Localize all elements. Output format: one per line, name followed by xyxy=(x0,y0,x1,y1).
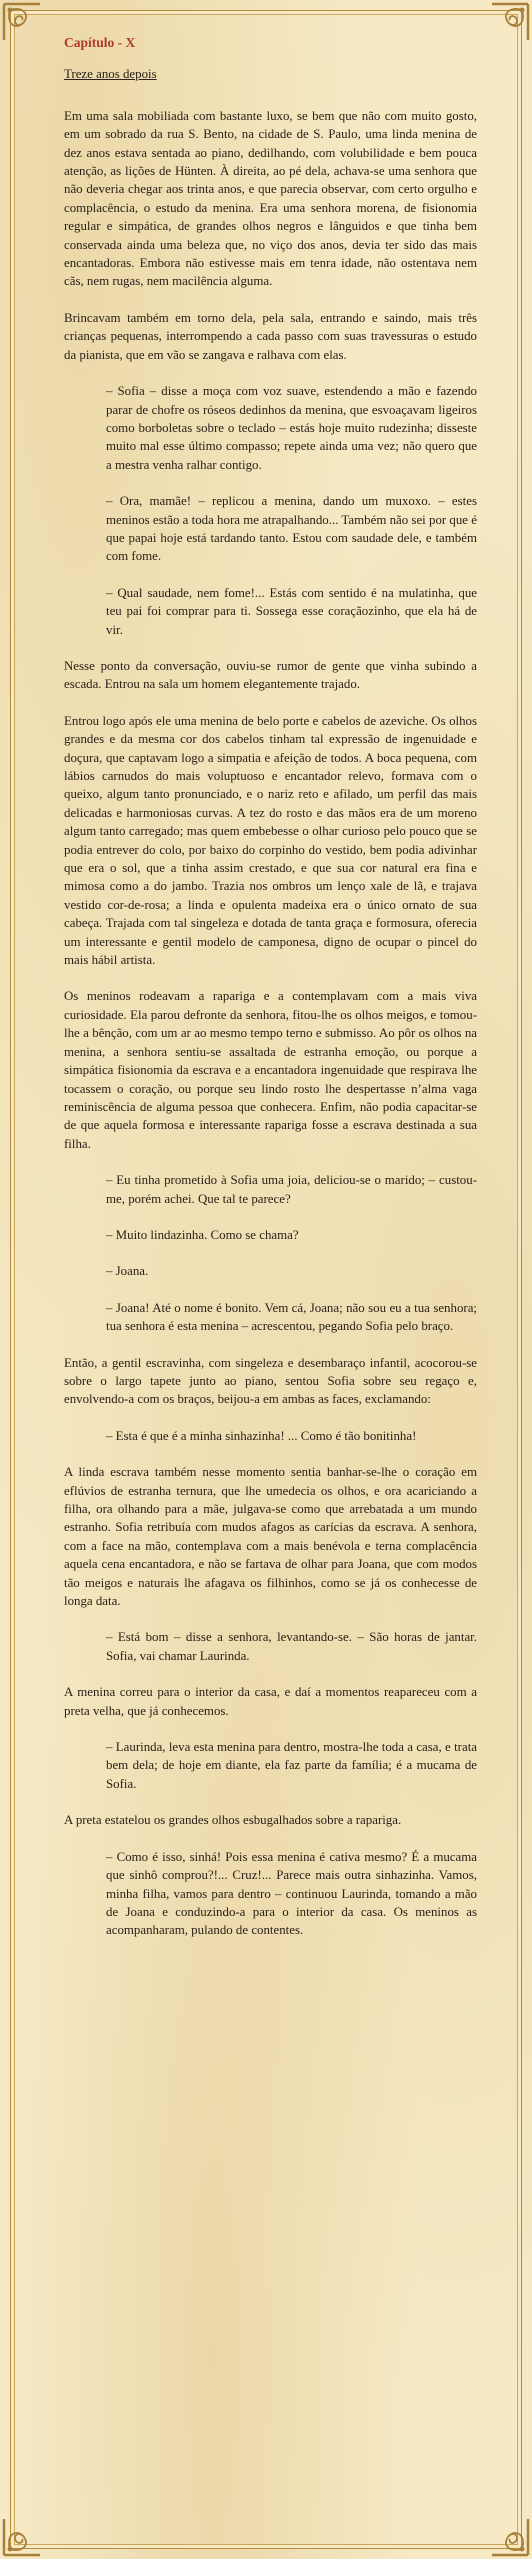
paragraph: Brincavam também em torno dela, pela sala, entrando e saindo, mais três crianças pequenas, interrompendo a cada passo com suas travessuras o estudo da pianista, que em vão se zangava e ralhava com elas. xyxy=(64,310,477,362)
dialogue-paragraph: – Esta é que é a minha sinhazinha! ... Como é tão bonitinha! xyxy=(106,1428,417,1443)
dialogue-paragraph: – Como é isso, sinhá! Pois essa menina é cativa mesmo? É a mucama que sinhô comprou?!... Cruz!... Parece mais outra sinhazinha. Vamos, minha filha, vamos para dentro – continuou Laurinda, tomando a mão de Joana e conduzindo-a para o interior da casa. Os meninos as acompanharam, pulando de contentes. xyxy=(106,1849,477,1938)
paragraph: Entrou logo após ele uma menina de belo porte e cabelos de azeviche. Os olhos grandes e da mesma cor dos cabelos tinham tal expressão de ingenuidade e doçura, que captavam logo a simpatia e afeição de todos. A boca pequena, com lábios carnudos do mais voluptuoso e encantador relevo, formava com o queixo, algum tanto pronunciado, e o nariz reto e afilado, um perfil das mais delicadas e harmoniosas curvas. A tez do rosto e das mãos era de um moreno algum tanto carregado; mas quem embebesse o olhar curioso pelo pouco que se podia entrever do colo, por baixo do corpinho do vestido, bem podia adivinhar que era o sol, que a tinha assim crestado, e que sua cor natural era fina e mimosa como a do jambo. Trazia nos ombros um lenço xale de lã, e trajava vestido cor-de-rosa; a linda e opulenta madeixa era o único ornato de sua cabeça. Trajada com tal singeleza e dotada de tanta graça e formosura, oferecia um interessante e gentil modelo de camponesa, digno de ocupar o pincel do mais hábil artista. xyxy=(64,713,477,968)
paragraph: A menina correu para o interior da casa, e daí a momentos reapareceu com a preta velha, que já conhecemos. xyxy=(64,1685,477,1718)
corner-ornament-icon xyxy=(478,0,532,54)
dialogue-paragraph: – Muito lindazinha. Como se chama? xyxy=(106,1227,299,1242)
chapter-title: Capítulo - X xyxy=(64,35,136,50)
dialogue-paragraph: – Qual saudade, nem fome!... Estás com sentido é na mulatinha, que teu pai foi comprar para ti. Sossega esse coraçãozinho, que ela há de vir. xyxy=(106,585,477,637)
corner-ornament-icon xyxy=(0,2505,54,2559)
dialogue-paragraph: – Está bom – disse a senhora, levantando-se. – São horas de jantar. Sofia, vai chamar Laurinda. xyxy=(106,1630,477,1663)
chapter-content xyxy=(64,34,477,1958)
paragraph: Os meninos rodeavam a rapariga e a contemplavam com a mais viva curiosidade. Ela parou defronte da senhora, fitou-lhe os olhos meigos, e tomou-lhe a bênção, com um ar ao mesmo tempo terno e submisso. Ao pôr os olhos na menina, a senhora sentiu-se assaltada de estranha emoção, ou porque a simpática fisionomia da escrava e a encantadora ingenuidade que respirava lhe tocassem o coração, ou porque seu lindo rosto lhe despertasse n’alma vaga reminiscência de alguma pessoa que conhecera. Enfim, não podia capacitar-se de que aquela formosa e interessante rapariga fosse a escrava destinada a sua filha. xyxy=(64,989,477,1151)
paragraph: Em uma sala mobiliada com bastante luxo, se bem que não com muito gosto, em um sobrado da rua S. Bento, na cidade de S. Paulo, uma linda menina de dez anos estava sentada ao piano, dedilhando, com volubilidade e bem pouca atenção, as lições de Hünten. À direita, ao pé dela, achava-se uma senhora que não deveria chegar aos trinta anos, e que parecia observar, com certo orgulho e complacência, o estudo da menina. Era uma senhora morena, de fisionomia regular e simpática, de grandes olhos negros e lânguidos e que tinha bem conservada ainda uma beleza que, no viço dos anos, devia ter sido das mais encantadoras. Embora não estivesse mais em tenra idade, não ostentava nem cãs, nem rugas, nem macilência alguma. xyxy=(64,108,477,289)
chapter-subtitle: Treze anos depois xyxy=(64,67,157,82)
dialogue-paragraph: – Laurinda, leva esta menina para dentro, mostra-lhe toda a casa, e trata bem dela; de hoje em diante, ela faz parte da família; é a mucama de Sofia. xyxy=(106,1740,477,1791)
corner-ornament-icon xyxy=(478,2505,532,2559)
paragraph: Então, a gentil escravinha, com singeleza e desembaraço infantil, acocorou-se sobre o largo tapete junto ao piano, sentou Sofia sobre seu regaço e, envolvendo-a com os braços, beijou-a em ambas as faces, exclamando: xyxy=(64,1355,477,1407)
dialogue-paragraph: – Joana! Até o nome é bonito. Vem cá, Joana; não sou eu a tua senhora; tua senhora é esta menina – acrescentou, pegando Sofia pelo braço. xyxy=(106,1300,477,1334)
corner-ornament-icon xyxy=(0,0,54,54)
dialogue-paragraph: – Sofia – disse a moça com voz suave, estendendo a mão e fazendo parar de chofre os róseos dedinhos da menina, que esvoaçavam ligeiros como borboletas sobre o teclado – estás hoje muito rudezinha; disseste muito mal esse último compasso; repete ainda uma vez; não quero que a mestra venha ralhar contigo. xyxy=(106,384,477,472)
paragraph-list xyxy=(64,107,477,1940)
dialogue-paragraph: – Joana. xyxy=(106,1264,149,1279)
paragraph: A linda escrava também nesse momento sentia banhar-se-lhe o coração em eflúvios de estranha ternura, que lhe umedecia os olhos, e ora acariciando a filha, ora olhando para a mãe, julgava-se como que arrebatada a um mundo estranho. Sofia retribuía com mudos afagos as carícias da escrava. A senhora, com a face na mão, contemplava com a mais benévola e terna complacência aquela cena encantadora, e não se fartava de olhar para Joana, que com modos tão meigos e naturais lhe afagava os filhinhos, como se já os conhecesse de longa data. xyxy=(64,1465,477,1609)
dialogue-paragraph: – Ora, mamãe! – replicou a menina, dando um muxoxo. – estes meninos estão a toda hora me atrapalhando... Também não sei por que é que papai hoje está tardando tanto. Estou com saudade dele, e também com fome. xyxy=(106,494,477,564)
dialogue-paragraph: – Eu tinha prometido à Sofia uma joia, deliciou-se o marido; – custou-me, porém achei. Que tal te parece? xyxy=(106,1173,477,1206)
paragraph: Nesse ponto da conversação, ouviu-se rumor de gente que vinha subindo a escada. Entrou na sala um homem elegantemente trajado. xyxy=(64,658,477,692)
paragraph: A preta estatelou os grandes olhos esbugalhados sobre a rapariga. xyxy=(64,1813,402,1828)
